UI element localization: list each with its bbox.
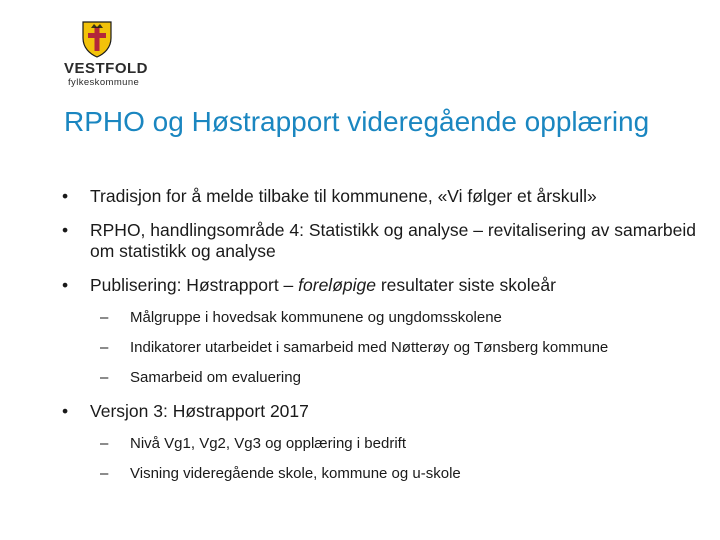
- sub-bullet-list: [90, 434, 702, 483]
- sub-bullet-item: – Målgruppe i hovedsak kommunene og ungdomsskolene: [100, 308, 712, 327]
- bullet-item: [62, 186, 702, 207]
- bullet-item: [62, 401, 702, 483]
- sub-bullet-item: – Samarbeid om evaluering: [100, 368, 712, 387]
- logo-subtitle: fylkeskommune: [68, 77, 140, 88]
- sub-bullet-item: – Indikatorer utarbeidet i samarbeid med Nøtterøy og Tønsberg kommune: [100, 338, 712, 357]
- bullet-text: Versjon 3: Høstrapport 2017: [90, 401, 309, 421]
- bullet-text: RPHO, handlingsområde 4: Statistikk og analyse – revitalisering av samarbeid om statistikk og analyse: [90, 220, 696, 261]
- slide-title: RPHO og Høstrapport videregående opplæring: [64, 106, 650, 137]
- bullet-text-after: resultater siste skoleår: [375, 275, 556, 295]
- vestfold-logo: [62, 20, 152, 90]
- logo-name: VESTFOLD: [64, 60, 149, 77]
- bullet-list: [62, 186, 702, 483]
- bullet-text: Publisering: Høstrapport –: [90, 275, 299, 295]
- bullet-item: [62, 220, 702, 262]
- bullet-text: Tradisjon for å melde tilbake til kommunene, «Vi følger et årskull»: [90, 186, 597, 206]
- coat-of-arms-icon: [80, 20, 114, 58]
- sub-bullet-item: – Nivå Vg1, Vg2, Vg3 og opplæring i bedrift: [100, 434, 712, 453]
- bullet-emphasis: foreløpige: [298, 275, 376, 295]
- sub-bullet-list: [90, 308, 702, 387]
- sub-bullet-item: – Visning videregående skole, kommune og u-skole: [100, 464, 712, 483]
- bullet-item: [62, 275, 702, 387]
